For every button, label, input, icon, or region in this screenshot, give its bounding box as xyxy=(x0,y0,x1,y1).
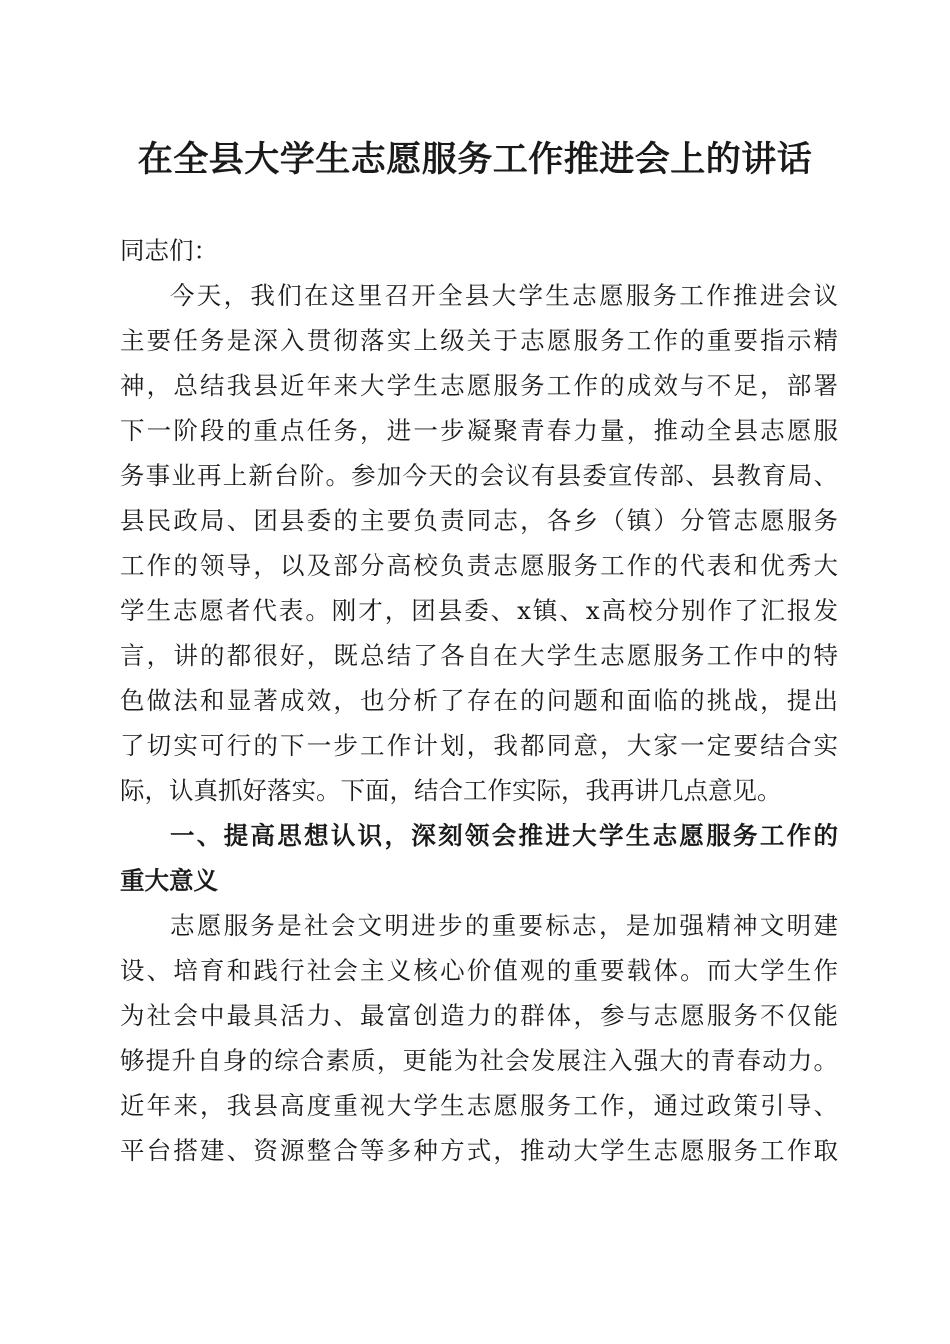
paragraph-line: 下一阶段的重点任务，进一步凝聚青春力量，推动全县志愿服 xyxy=(120,416,838,445)
paragraph-line: 了切实可行的下一步工作计划，我都同意，大家一定要结合实 xyxy=(120,731,838,760)
paragraph-line: 近年来，我县高度重视大学生志愿服务工作，通过政策引导、 xyxy=(120,1091,838,1120)
section-heading: 一、提高思想认识，深刻领会推进大学生志愿服务工作的 xyxy=(170,821,838,850)
paragraph-line: 平台搭建、资源整合等多种方式，推动大学生志愿服务工作取 xyxy=(120,1136,838,1165)
paragraph-line: 神，总结我县近年来大学生志愿服务工作的成效与不足，部署 xyxy=(120,371,838,400)
paragraph-line: 言，讲的都很好，既总结了各自在大学生志愿服务工作中的特 xyxy=(120,641,838,670)
paragraph-line: 为社会中最具活力、最富创造力的群体，参与志愿服务不仅能 xyxy=(120,1001,838,1030)
paragraph-line: 县民政局、团县委的主要负责同志，各乡（镇）分管志愿服务 xyxy=(120,506,838,535)
paragraph-line: 今天，我们在这里召开全县大学生志愿服务工作推进会议 xyxy=(170,281,838,310)
document-title: 在全县大学生志愿服务工作推进会上的讲话 xyxy=(137,139,813,180)
paragraph-line: 学生志愿者代表。刚才，团县委、x镇、x高校分别作了汇报发 xyxy=(120,596,838,625)
paragraph-line: 志愿服务是社会文明进步的重要标志，是加强精神文明建 xyxy=(170,911,838,940)
document-body xyxy=(120,228,838,1173)
paragraph-line: 务事业再上新台阶。参加今天的会议有县委宣传部、县教育局、 xyxy=(120,461,838,490)
salutation: 同志们： xyxy=(120,236,218,265)
paragraph-line: 工作的领导，以及部分高校负责志愿服务工作的代表和优秀大 xyxy=(120,551,838,580)
section-heading: 重大意义 xyxy=(120,866,218,895)
paragraph-line: 际，认真抓好落实。下面，结合工作实际，我再讲几点意见。 xyxy=(120,776,782,805)
paragraph-line: 主要任务是深入贯彻落实上级关于志愿服务工作的重要指示精 xyxy=(120,326,838,355)
paragraph-line: 够提升自身的综合素质，更能为社会发展注入强大的青春动力。 xyxy=(120,1046,838,1075)
paragraph-line: 设、培育和践行社会主义核心价值观的重要载体。而大学生作 xyxy=(120,956,838,985)
paragraph-line: 色做法和显著成效，也分析了存在的问题和面临的挑战，提出 xyxy=(120,686,838,715)
